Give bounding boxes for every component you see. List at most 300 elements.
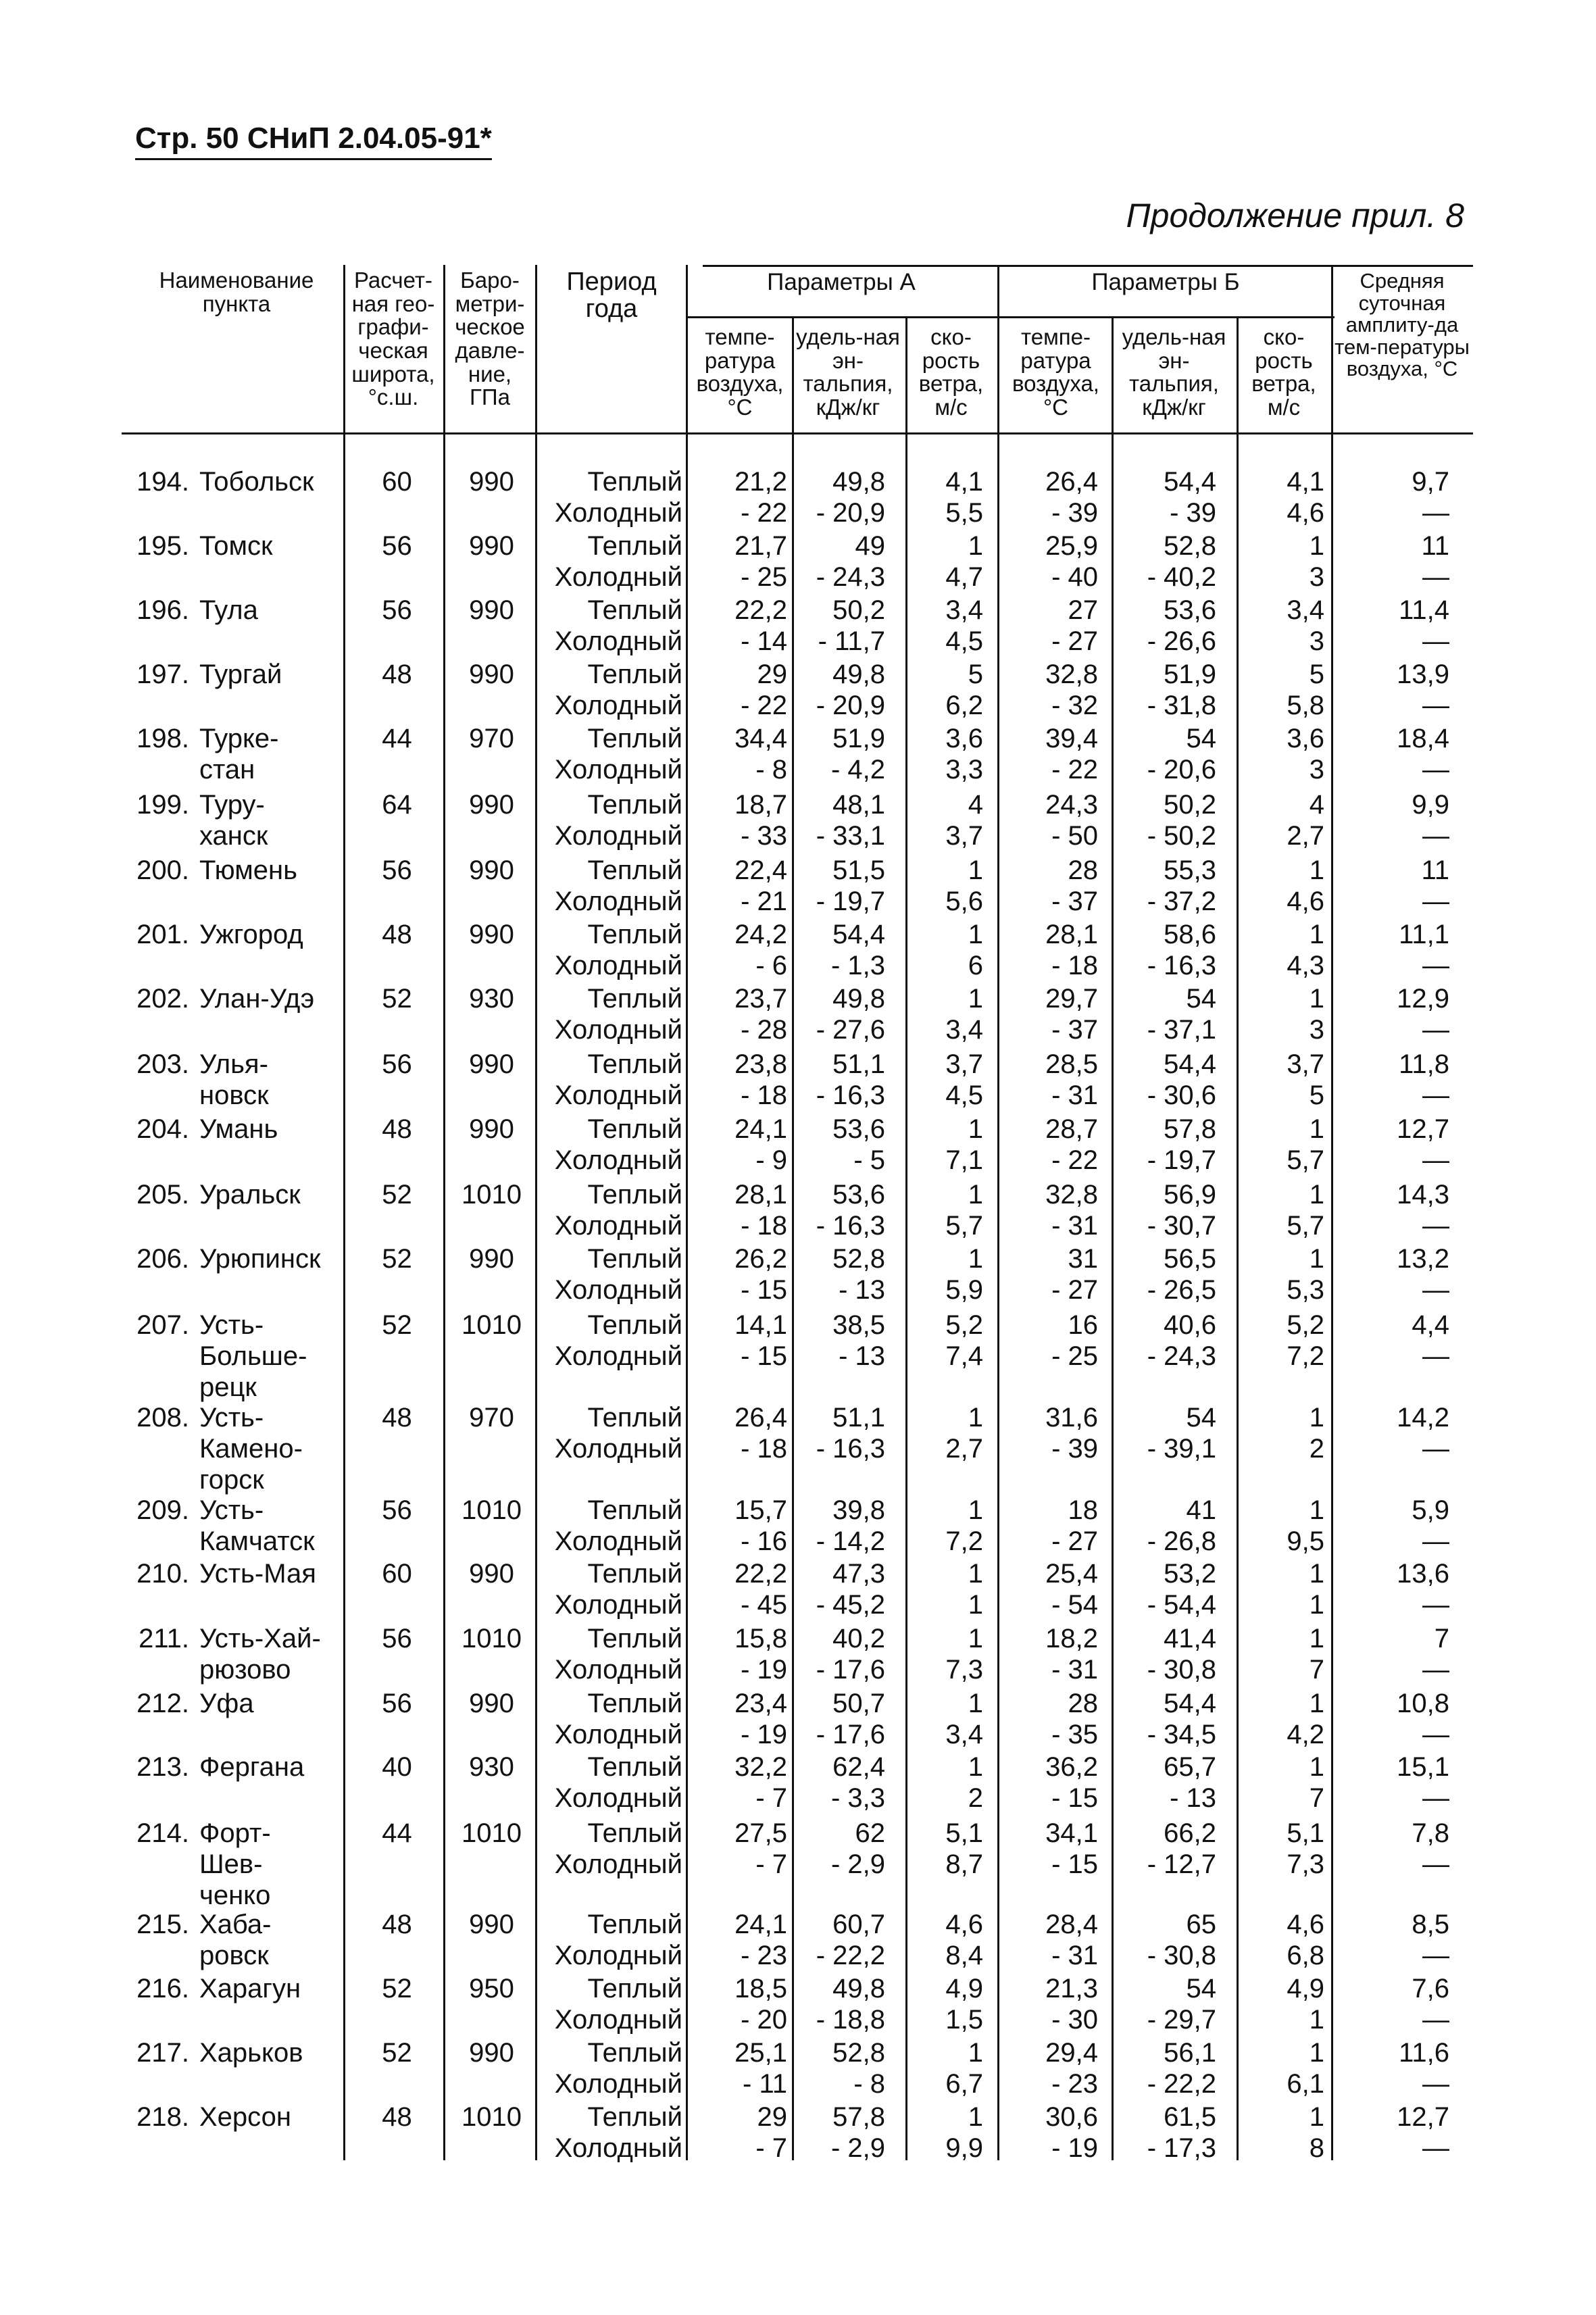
amp-value: 14,3	[1397, 1180, 1449, 1210]
table-row	[0, 1402, 1596, 1495]
table-row	[0, 1049, 1596, 1114]
ta-value: 15,7	[734, 1495, 787, 1525]
va-value: 5,2	[945, 1310, 983, 1340]
city-name: Усть-	[199, 1310, 264, 1340]
amp-value: 8,5	[1412, 1910, 1449, 1939]
table-row	[0, 1909, 1596, 1974]
tb-value: 28,4	[1045, 1910, 1098, 1939]
ha-value: - 18,8	[816, 2005, 885, 2035]
ta-value: - 15	[741, 1275, 787, 1305]
city-name: Форт-	[199, 1818, 271, 1848]
ha-value: 40,2	[832, 1624, 885, 1653]
ha-value: 49	[855, 531, 885, 561]
va-value: 5,7	[945, 1211, 983, 1241]
period-label: Теплый	[587, 1403, 682, 1433]
tb-value: - 35	[1051, 1720, 1098, 1749]
row-number: 197.	[136, 659, 189, 689]
period-label: Холодный	[554, 1526, 682, 1556]
va-value: 4,6	[945, 1910, 983, 1939]
city-name: Хаба-	[199, 1910, 272, 1939]
vb-value: 4	[1309, 790, 1324, 820]
vb-value: 1	[1309, 855, 1324, 885]
amp-value: 12,9	[1397, 984, 1449, 1014]
vb-value: 1	[1309, 1244, 1324, 1274]
ta-value: - 25	[741, 562, 787, 592]
hb-value: - 13	[1170, 1783, 1216, 1813]
ta-value: - 33	[741, 821, 787, 851]
va-value: 5,9	[945, 1275, 983, 1305]
city-name: Камчатск	[199, 1526, 315, 1556]
amp-value: —	[1422, 2005, 1449, 2035]
period-label: Холодный	[554, 755, 682, 785]
city-name: рецк	[199, 1372, 257, 1402]
ha-value: - 14,2	[816, 1526, 885, 1556]
hb-value: - 30,8	[1147, 1941, 1216, 1970]
row-number: 202.	[136, 984, 189, 1014]
table-row	[0, 659, 1596, 724]
period-label: Теплый	[587, 920, 682, 949]
period-label: Теплый	[587, 659, 682, 689]
period-label: Холодный	[554, 562, 682, 592]
ha-value: - 20,9	[816, 691, 885, 720]
tb-value: 28	[1068, 855, 1098, 885]
ta-value: 24,2	[734, 920, 787, 949]
ta-value: - 16	[741, 1526, 787, 1556]
row-number: 199.	[136, 790, 189, 820]
ta-value: 26,4	[734, 1403, 787, 1433]
latitude-value: 64	[382, 790, 412, 820]
tb-value: - 27	[1051, 626, 1098, 656]
va-value: 7,1	[945, 1145, 983, 1175]
tb-value: - 39	[1051, 1434, 1098, 1464]
table-row	[0, 983, 1596, 1048]
ta-value: - 11	[743, 2069, 787, 2099]
city-name: новск	[199, 1080, 269, 1110]
table-row	[0, 1623, 1596, 1688]
hb-value: - 12,7	[1147, 1849, 1216, 1879]
tb-value: - 31	[1051, 1655, 1098, 1685]
tb-value: 21,3	[1045, 1974, 1098, 2003]
city-name: горск	[199, 1465, 264, 1495]
pressure-value: 990	[469, 1559, 514, 1589]
ha-value: - 2,9	[830, 2133, 885, 2163]
va-value: 1	[968, 1689, 983, 1718]
latitude-value: 56	[382, 855, 412, 885]
period-label: Холодный	[554, 1849, 682, 1879]
tb-value: - 25	[1051, 1341, 1098, 1371]
latitude-value: 44	[382, 724, 412, 753]
tb-value: - 18	[1051, 951, 1098, 980]
ha-value: 39,8	[832, 1495, 885, 1525]
city-name: Усть-Хай-	[199, 1624, 321, 1653]
pressure-value: 930	[469, 1752, 514, 1782]
vb-value: 7	[1309, 1655, 1324, 1685]
amp-value: 11	[1421, 855, 1449, 885]
header-rule	[122, 432, 1473, 434]
period-label: Холодный	[554, 1434, 682, 1464]
ta-value: - 7	[755, 1849, 787, 1879]
latitude-value: 52	[382, 1244, 412, 1274]
ha-value: 51,1	[832, 1049, 885, 1079]
amp-value: 10,8	[1397, 1689, 1449, 1718]
amp-value: 9,9	[1412, 790, 1449, 820]
amp-value: 15,1	[1397, 1752, 1449, 1782]
latitude-value: 48	[382, 659, 412, 689]
vb-value: 3,6	[1287, 724, 1324, 753]
header-wind-b: ско-рость ветра, м/с	[1251, 324, 1316, 420]
vb-value: 3	[1309, 562, 1324, 592]
city-name: Улья-	[199, 1049, 268, 1079]
va-value: 1	[968, 920, 983, 949]
va-value: 5	[968, 659, 983, 689]
va-value: 1	[968, 855, 983, 885]
va-value: 1	[968, 1495, 983, 1525]
ha-value: - 16,3	[816, 1434, 885, 1464]
table-row	[0, 919, 1596, 984]
table-row	[0, 1179, 1596, 1244]
pressure-value: 990	[469, 855, 514, 885]
hb-value: - 50,2	[1147, 821, 1216, 851]
va-value: 4,7	[945, 562, 983, 592]
city-name: Турке-	[199, 724, 279, 753]
vb-value: 5	[1309, 1080, 1324, 1110]
latitude-value: 48	[382, 920, 412, 949]
ta-value: 28,1	[734, 1180, 787, 1210]
period-label: Холодный	[554, 498, 682, 528]
tb-value: - 37	[1051, 887, 1098, 916]
hb-value: 56,9	[1164, 1180, 1216, 1210]
table-row	[0, 789, 1596, 854]
ta-value: 24,1	[734, 1910, 787, 1939]
ha-value: 38,5	[832, 1310, 885, 1340]
amp-value: 7,8	[1412, 1818, 1449, 1848]
amp-value: —	[1422, 1783, 1449, 1813]
vb-value: 1	[1309, 1114, 1324, 1144]
table-row	[0, 1818, 1596, 1910]
amp-value: —	[1422, 2133, 1449, 2163]
header-enthalpy-a: удель-ная эн-тальпия, кДж/кг	[796, 324, 900, 420]
pressure-value: 990	[469, 1244, 514, 1274]
city-name: Усть-	[199, 1403, 264, 1433]
tb-value: - 37	[1051, 1015, 1098, 1045]
ha-value: - 17,6	[816, 1720, 885, 1749]
row-number: 217.	[136, 2038, 189, 2068]
pressure-value: 930	[469, 984, 514, 1014]
period-label: Холодный	[554, 2133, 682, 2163]
ha-value: 51,1	[832, 1403, 885, 1433]
pressure-value: 990	[469, 1910, 514, 1939]
vb-value: 1	[1309, 1403, 1324, 1433]
hb-value: - 54,4	[1147, 1590, 1216, 1620]
ta-value: - 9	[755, 1145, 787, 1175]
ha-value: 62	[855, 1818, 885, 1848]
vb-value: 3	[1309, 755, 1324, 785]
ha-value: 49,8	[832, 1974, 885, 2003]
city-name: Умань	[199, 1114, 278, 1144]
amp-value: —	[1422, 1941, 1449, 1970]
hb-value: 54,4	[1164, 1049, 1216, 1079]
tb-value: - 31	[1051, 1080, 1098, 1110]
tb-value: - 50	[1051, 821, 1098, 851]
ta-value: 24,1	[734, 1114, 787, 1144]
latitude-value: 48	[382, 1910, 412, 1939]
vb-value: 4,2	[1287, 1720, 1324, 1749]
row-number: 212.	[136, 1689, 189, 1718]
va-value: 8,7	[945, 1849, 983, 1879]
ha-value: 49,8	[832, 659, 885, 689]
table-row	[0, 1688, 1596, 1753]
ta-value: 22,2	[734, 1559, 787, 1589]
amp-value: 13,9	[1397, 659, 1449, 689]
amp-value: —	[1422, 562, 1449, 592]
ha-value: - 8	[853, 2069, 885, 2099]
period-label: Холодный	[554, 1015, 682, 1045]
amp-value: 11	[1421, 531, 1449, 561]
row-number: 200.	[136, 855, 189, 885]
row-number: 206.	[136, 1244, 189, 1274]
tb-value: 31	[1068, 1244, 1098, 1274]
period-label: Теплый	[587, 1180, 682, 1210]
pressure-value: 990	[469, 659, 514, 689]
va-value: 4	[968, 790, 983, 820]
ha-value: - 4,2	[830, 755, 885, 785]
row-number: 208.	[136, 1403, 189, 1433]
period-label: Холодный	[554, 1783, 682, 1813]
pressure-value: 990	[469, 790, 514, 820]
amp-value: —	[1422, 1590, 1449, 1620]
tb-value: - 22	[1051, 1145, 1098, 1175]
period-label: Холодный	[554, 887, 682, 916]
period-label: Теплый	[587, 1818, 682, 1848]
ha-value: 52,8	[832, 2038, 885, 2068]
row-number: 216.	[136, 1974, 189, 2003]
period-label: Холодный	[554, 951, 682, 980]
row-number: 198.	[136, 724, 189, 753]
tb-value: - 27	[1051, 1526, 1098, 1556]
amp-value: 4,4	[1412, 1310, 1449, 1340]
table-row	[0, 2037, 1596, 2102]
period-label: Теплый	[587, 984, 682, 1014]
va-value: 4,1	[945, 467, 983, 497]
latitude-value: 56	[382, 1624, 412, 1653]
hb-value: - 24,3	[1147, 1341, 1216, 1371]
ha-value: 53,6	[832, 1114, 885, 1144]
vb-value: 6,1	[1287, 2069, 1324, 2099]
amp-value: —	[1422, 1526, 1449, 1556]
hb-value: 66,2	[1164, 1818, 1216, 1848]
ta-value: - 23	[741, 1941, 787, 1970]
period-label: Холодный	[554, 821, 682, 851]
ha-value: 51,5	[832, 855, 885, 885]
vb-value: 1	[1309, 1752, 1324, 1782]
tb-value: 32,8	[1045, 1180, 1098, 1210]
period-label: Теплый	[587, 855, 682, 885]
ta-value: - 7	[755, 1783, 787, 1813]
vb-value: 3	[1309, 1015, 1324, 1045]
latitude-value: 52	[382, 2038, 412, 2068]
period-label: Теплый	[587, 2102, 682, 2132]
ha-value: 60,7	[832, 1910, 885, 1939]
row-number: 211.	[139, 1624, 189, 1653]
city-name: Больше-	[199, 1341, 307, 1371]
tb-value: - 23	[1051, 2069, 1098, 2099]
va-value: 4,5	[945, 1080, 983, 1110]
pressure-value: 970	[469, 724, 514, 753]
va-value: 1	[968, 1180, 983, 1210]
header-temp-a: темпе-ратура воздуха, °С	[696, 324, 784, 420]
tb-value: 18,2	[1045, 1624, 1098, 1653]
pressure-value: 1010	[462, 1818, 522, 1848]
ha-value: - 16,3	[816, 1211, 885, 1241]
city-name: Тула	[199, 595, 258, 625]
hb-value: 56,5	[1164, 1244, 1216, 1274]
period-label: Теплый	[587, 595, 682, 625]
hb-value: - 26,5	[1147, 1275, 1216, 1305]
city-name: Шев-	[199, 1849, 263, 1879]
ta-value: 27,5	[734, 1818, 787, 1848]
tb-value: - 32	[1051, 691, 1098, 720]
table-row	[0, 855, 1596, 920]
header-params-b: Параметры Б	[1091, 269, 1240, 295]
ha-value: 49,8	[832, 984, 885, 1014]
ta-value: - 8	[755, 755, 787, 785]
amp-value: 5,9	[1412, 1495, 1449, 1525]
city-name: рюзово	[199, 1655, 291, 1685]
amp-value: 13,2	[1397, 1244, 1449, 1274]
hb-value: - 30,8	[1147, 1655, 1216, 1685]
ha-value: - 19,7	[816, 887, 885, 916]
va-value: 3,4	[945, 595, 983, 625]
tb-value: - 19	[1051, 2133, 1098, 2163]
tb-value: - 27	[1051, 1275, 1098, 1305]
hb-value: - 20,6	[1147, 755, 1216, 785]
pressure-value: 990	[469, 531, 514, 561]
amp-value: 14,2	[1397, 1403, 1449, 1433]
header-wind-a: ско-рость ветра, м/с	[918, 324, 984, 420]
tb-value: - 40	[1051, 562, 1098, 592]
hb-value: - 26,6	[1147, 626, 1216, 656]
tb-value: - 22	[1051, 755, 1098, 785]
vb-value: 5,2	[1287, 1310, 1324, 1340]
table-row	[0, 1495, 1596, 1560]
ta-value: - 21	[741, 887, 787, 916]
hb-value: - 30,6	[1147, 1080, 1216, 1110]
row-number: 205.	[136, 1180, 189, 1210]
amp-value: —	[1422, 1655, 1449, 1685]
period-label: Холодный	[554, 1341, 682, 1371]
amp-value: —	[1422, 691, 1449, 720]
amp-value: 11,6	[1399, 2038, 1449, 2068]
vb-value: 4,3	[1287, 951, 1324, 980]
hb-value: 54,4	[1164, 1689, 1216, 1718]
header-name: Наименование пункта	[159, 268, 314, 316]
hb-value: 57,8	[1164, 1114, 1216, 1144]
amp-value: —	[1422, 626, 1449, 656]
ha-value: - 5	[853, 1145, 885, 1175]
period-label: Теплый	[587, 1310, 682, 1340]
va-value: 4,5	[945, 626, 983, 656]
tb-value: - 15	[1051, 1849, 1098, 1879]
row-number: 195.	[136, 531, 189, 561]
ha-value: 53,6	[832, 1180, 885, 1210]
ta-value: - 7	[755, 2133, 787, 2163]
hb-value: 52,8	[1164, 531, 1216, 561]
vb-value: 1	[1309, 1590, 1324, 1620]
hb-value: 53,2	[1164, 1559, 1216, 1589]
amp-value: —	[1422, 1849, 1449, 1879]
period-label: Холодный	[554, 1655, 682, 1685]
table-row	[0, 466, 1596, 531]
ta-value: - 22	[741, 691, 787, 720]
tb-value: 28,5	[1045, 1049, 1098, 1079]
city-name: Уфа	[199, 1689, 254, 1718]
tb-value: 32,8	[1045, 659, 1098, 689]
pressure-value: 990	[469, 920, 514, 949]
vb-value: 3,4	[1287, 595, 1324, 625]
amp-value: —	[1422, 755, 1449, 785]
ha-value: - 24,3	[816, 562, 885, 592]
vb-value: 5,1	[1287, 1818, 1324, 1848]
va-value: 1	[968, 2102, 983, 2132]
amp-value: —	[1422, 1211, 1449, 1241]
ta-value: - 19	[741, 1720, 787, 1749]
va-value: 1	[968, 1244, 983, 1274]
period-label: Холодный	[554, 626, 682, 656]
va-value: 1	[968, 1752, 983, 1782]
city-name: Улан-Удэ	[199, 984, 315, 1014]
tb-value: - 15	[1051, 1783, 1098, 1813]
period-label: Холодный	[554, 1145, 682, 1175]
tb-value: 25,4	[1045, 1559, 1098, 1589]
ta-value: 25,1	[734, 2038, 787, 2068]
ta-value: - 45	[741, 1590, 787, 1620]
period-label: Холодный	[554, 691, 682, 720]
ta-value: 14,1	[734, 1310, 787, 1340]
vb-value: 1	[1309, 1180, 1324, 1210]
table-row	[0, 1310, 1596, 1402]
city-name: Фергана	[199, 1752, 305, 1782]
city-name: Херсон	[199, 2102, 291, 2132]
ha-value: - 16,3	[816, 1080, 885, 1110]
vb-value: 1	[1309, 920, 1324, 949]
tb-value: 26,4	[1045, 467, 1098, 497]
vb-value: 5,7	[1287, 1145, 1324, 1175]
ha-value: 50,7	[832, 1689, 885, 1718]
hb-value: 53,6	[1164, 595, 1216, 625]
row-number: 209.	[136, 1495, 189, 1525]
vb-value: 1	[1309, 1689, 1324, 1718]
vb-value: 4,6	[1287, 498, 1324, 528]
hb-value: 54	[1186, 1403, 1216, 1433]
ha-value: - 11,7	[818, 626, 885, 656]
latitude-value: 60	[382, 1559, 412, 1589]
va-value: 2	[968, 1783, 983, 1813]
va-value: 7,4	[945, 1341, 983, 1371]
period-label: Теплый	[587, 724, 682, 753]
header-temp-b: темпе-ратура воздуха, °С	[1012, 324, 1099, 420]
hb-value: - 19,7	[1147, 1145, 1216, 1175]
amp-value: 12,7	[1397, 1114, 1449, 1144]
ha-value: - 45,2	[816, 1590, 885, 1620]
period-label: Теплый	[587, 1974, 682, 2003]
pressure-value: 1010	[462, 1495, 522, 1525]
city-name: Усть-Мая	[199, 1559, 316, 1589]
ha-value: 62,4	[832, 1752, 885, 1782]
hb-value: - 16,3	[1147, 951, 1216, 980]
va-value: 3,7	[945, 821, 983, 851]
va-value: 7,3	[945, 1655, 983, 1685]
hb-value: - 37,2	[1147, 887, 1216, 916]
